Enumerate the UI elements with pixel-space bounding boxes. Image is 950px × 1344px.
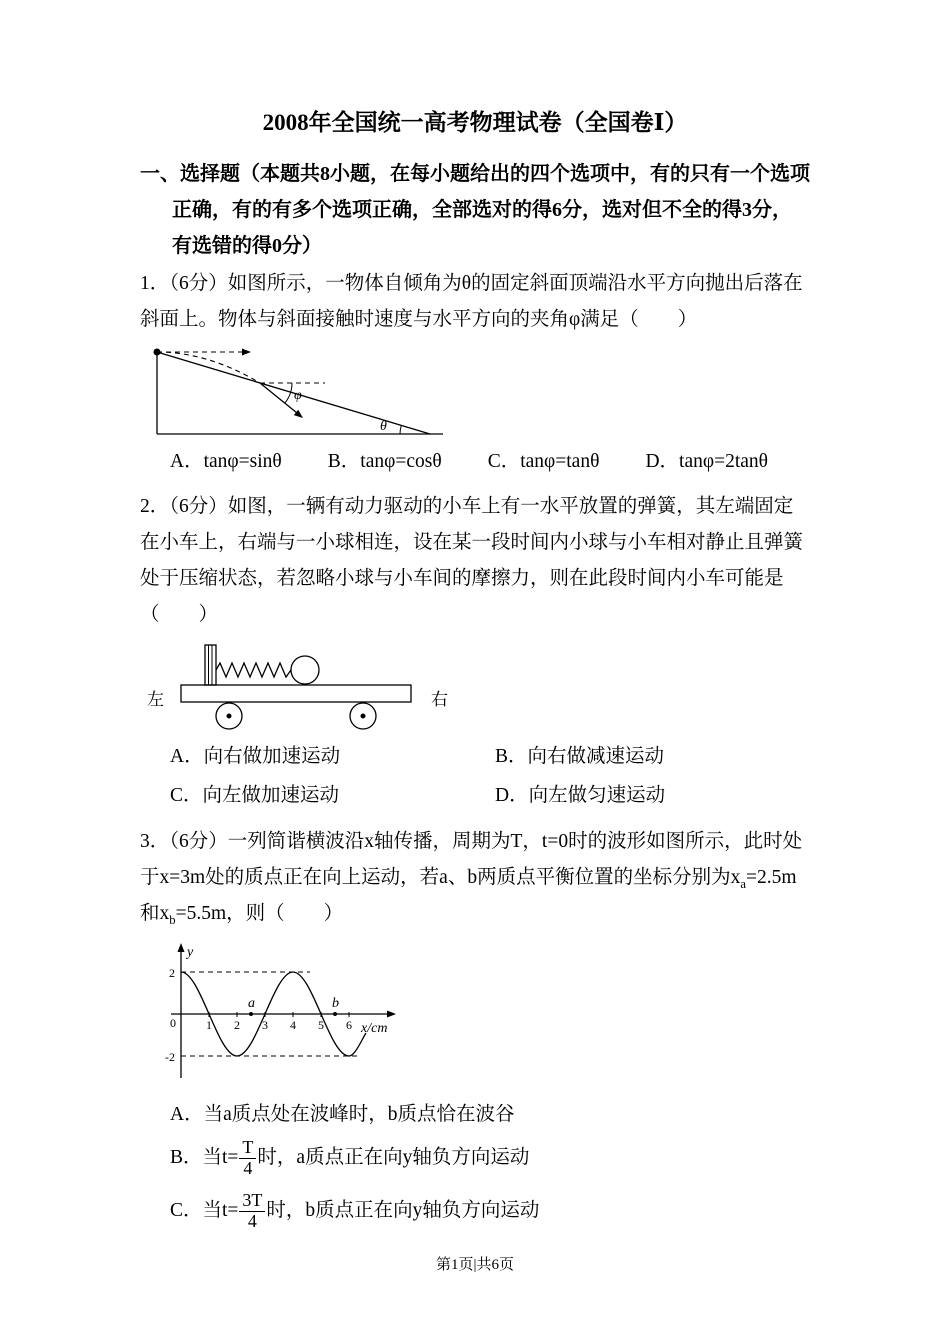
y-axis-arrowhead xyxy=(178,943,185,952)
fraction-numerator: T xyxy=(239,1138,256,1159)
q2-text: 2．（6分）如图，一辆有动力驱动的小车上有一水平放置的弹簧，其左端固定在小车上，右端与一小球相连，设在某一段时间内小球与小车相对静止且弹簧处于压缩状态，若忽略小球与小车间的摩擦力，则在此段时间内小车可能是（ ） xyxy=(140,496,804,626)
spring-support-post xyxy=(205,645,216,685)
subscript-b: b xyxy=(169,912,176,927)
left-wheel-hub xyxy=(227,714,232,719)
q2-cart-diagram xyxy=(145,637,810,737)
phi-angle-arc xyxy=(285,383,292,403)
spring-coil xyxy=(216,663,291,677)
theta-label: θ xyxy=(380,419,387,435)
q1-text: 1．（6分）如图所示，一物体自倾角为θ的固定斜面顶端沿水平方向抛出后落在斜面上。物体与斜面接触时速度与水平方向的夹角φ满足（ ） xyxy=(140,272,803,330)
q3-option-b-suffix: 时，a质点正在向y轴负方向运动 xyxy=(257,1147,530,1169)
point-a-label: a xyxy=(248,996,255,1012)
section-one-header: 一、选择题（本题共8小题，在每小题给出的四个选项中，有的只有一个选项正确，有的有多个选项正确，全部选对的得6分，选对但不全的得3分，有选错的得0分） xyxy=(140,162,810,257)
x-tick-label-6: 6 xyxy=(346,1018,352,1033)
q3-text-part-1: 3．（6分）一列简谐横波沿x轴传播，周期为T，t=0时的波形如图所示，此时处于x=3m处的质点正在向上运动，若a、b两质点平衡位置的坐标分别为x xyxy=(140,830,803,888)
q3-option-a: A．当a质点处在波峰时，b质点恰在波谷 xyxy=(170,1104,515,1126)
x-tick-label-5: 5 xyxy=(318,1018,324,1033)
y-max-label: 2 xyxy=(169,966,175,981)
x-tick-label-1: 1 xyxy=(206,1018,212,1033)
q1-incline-diagram xyxy=(145,342,810,442)
q3-option-c-suffix: 时，b质点正在向y轴负方向运动 xyxy=(266,1199,540,1221)
question-3 xyxy=(140,824,810,1232)
x-tick-label-4: 4 xyxy=(290,1018,296,1033)
x-axis-label: x/cm xyxy=(361,1021,388,1037)
q1-options xyxy=(170,444,810,479)
cart-spring-ball-figure xyxy=(145,637,455,737)
page-footer: 第1页|共6页 xyxy=(435,1257,514,1273)
q3-options xyxy=(170,1098,810,1231)
phi-label: φ xyxy=(294,388,302,404)
x-axis-arrowhead xyxy=(387,1011,396,1018)
right-direction-label: 右 xyxy=(431,690,448,710)
cart-platform xyxy=(181,685,411,702)
point-b-label: b xyxy=(332,996,339,1012)
q3-option-b-prefix: B．当t= xyxy=(170,1147,239,1169)
q2-option-d: D．向左做匀速运动 xyxy=(495,785,666,807)
fraction-denominator: 4 xyxy=(247,1210,257,1231)
point-a-marker xyxy=(249,1012,253,1016)
q3-wave-diagram xyxy=(145,936,810,1086)
q2-option-b: B．向右做减速运动 xyxy=(495,746,665,768)
origin-label: 0 xyxy=(170,1016,176,1031)
left-direction-label: 左 xyxy=(147,690,164,710)
point-b-marker xyxy=(333,1012,337,1016)
question-1 xyxy=(140,266,810,479)
q1-option-d: D．tanφ=2tanθ xyxy=(645,451,769,473)
x-tick-label-3: 3 xyxy=(262,1018,268,1033)
y-axis-label: y xyxy=(187,945,194,961)
ball xyxy=(291,656,319,684)
wave-graph-figure xyxy=(145,936,415,1086)
fraction-t-over-4 xyxy=(239,1138,256,1179)
q3-option-c-prefix: C．当t= xyxy=(170,1199,239,1221)
q1-option-b: B．tanφ=cosθ xyxy=(327,451,442,473)
subscript-a: a xyxy=(740,876,746,891)
theta-angle-arc xyxy=(400,425,401,434)
q1-option-c: C．tanφ=tanθ xyxy=(487,451,600,473)
fraction-3t-over-4 xyxy=(239,1191,265,1232)
y-min-label: -2 xyxy=(165,1050,175,1065)
page-title: 2008年全国统一高考物理试卷（全国卷Ⅰ） xyxy=(262,110,688,135)
incline-projectile-figure xyxy=(145,342,445,442)
q3-text-part-3: =5.5m，则（ ） xyxy=(175,902,344,924)
q1-option-a: A．tanφ=sinθ xyxy=(170,451,282,473)
q3-text-part-2: =2.5m和x xyxy=(140,866,797,924)
fraction-numerator: 3T xyxy=(239,1191,265,1212)
x-tick-label-2: 2 xyxy=(234,1018,240,1033)
question-2 xyxy=(140,489,810,813)
q3-option-b xyxy=(170,1138,810,1179)
right-wheel-hub xyxy=(361,714,366,719)
q2-option-a: A．向右做加速运动 xyxy=(170,746,341,768)
q2-option-c: C．向左做加速运动 xyxy=(170,785,340,807)
q2-options xyxy=(170,739,810,813)
fraction-denominator: 4 xyxy=(243,1158,253,1179)
q3-text xyxy=(140,824,810,933)
initial-velocity-arrowhead xyxy=(242,349,251,356)
q3-option-c xyxy=(170,1191,810,1232)
